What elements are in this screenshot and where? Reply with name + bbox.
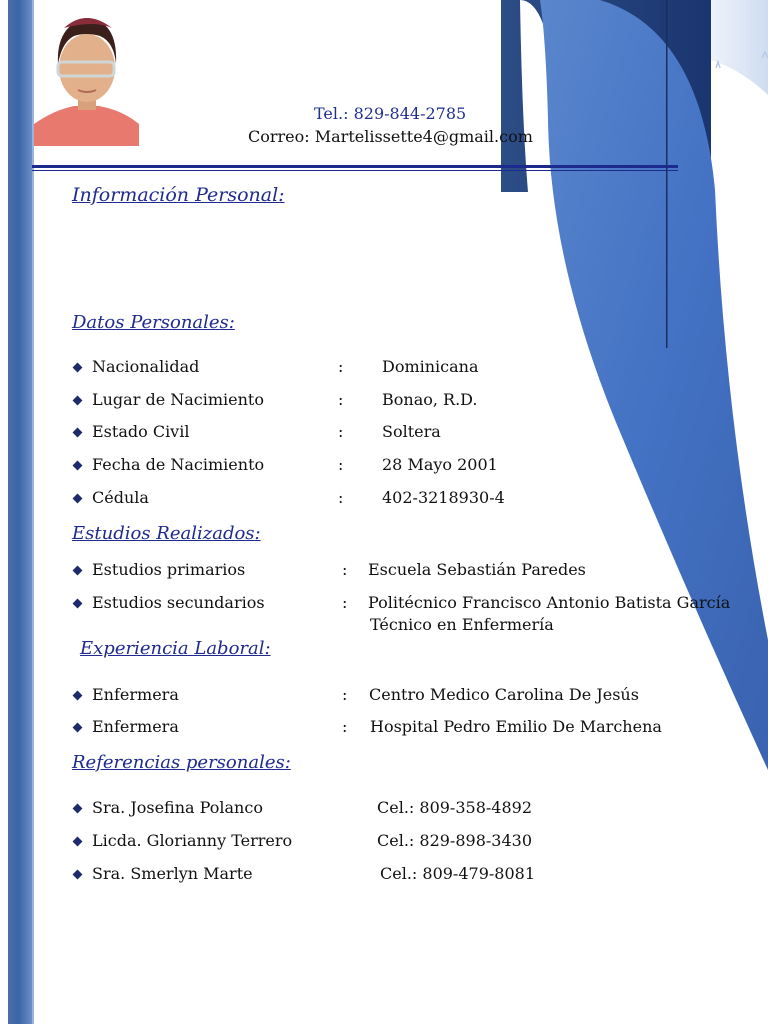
reference-name: Sra. Smerlyn Marte — [92, 864, 253, 883]
colon: : — [342, 560, 348, 579]
row-label: Estado Civil — [92, 422, 190, 441]
row-value: Hospital Pedro Emilio De Marchena — [370, 717, 662, 736]
colon: : — [338, 455, 344, 474]
row-value-secondary: Técnico en Enfermería — [370, 615, 554, 634]
colon: : — [338, 488, 344, 507]
colon: : — [338, 390, 344, 409]
row-label: Lugar de Nacimiento — [92, 390, 264, 409]
reference-phone: Cel.: 809-358-4892 — [377, 798, 532, 817]
reference-phone: Cel.: 829-898-3430 — [377, 831, 532, 850]
left-accent-bar — [8, 0, 32, 1024]
email-text: Correo: Martelissette4@gmail.com — [248, 127, 533, 146]
row-value: 402-3218930-4 — [382, 488, 505, 507]
row-value: Bonao, R.D. — [382, 390, 478, 409]
row-value: Soltera — [382, 422, 441, 441]
row-label: Enfermera — [92, 717, 179, 736]
row-value: Centro Medico Carolina De Jesús — [369, 685, 639, 704]
heading-studies: Estudios Realizados: — [72, 523, 261, 544]
row-value: Dominicana — [382, 357, 479, 376]
reference-name: Sra. Josefina Polanco — [92, 798, 263, 817]
row-label: Fecha de Nacimiento — [92, 455, 265, 474]
row-label: Cédula — [92, 488, 149, 507]
heading-personal-info: Información Personal: — [72, 184, 285, 206]
reference-phone: Cel.: 809-479-8081 — [380, 864, 535, 883]
colon: : — [338, 357, 344, 376]
colon: : — [338, 422, 344, 441]
reference-name: Licda. Glorianny Terrero — [92, 831, 293, 850]
left-accent-edge — [32, 0, 34, 1024]
colon: : — [342, 717, 348, 736]
colon: : — [342, 685, 348, 704]
row-label: Enfermera — [92, 685, 179, 704]
heading-personal-data: Datos Personales: — [72, 312, 235, 333]
colon: : — [342, 593, 348, 612]
header-rule-thin — [32, 170, 678, 171]
row-label: Estudios primarios — [92, 560, 246, 579]
row-label: Estudios secundarios — [92, 593, 265, 612]
row-label: Nacionalidad — [92, 357, 200, 376]
heading-references: Referencias personales: — [72, 752, 291, 773]
heading-experience: Experiencia Laboral: — [80, 638, 271, 659]
row-value: Politécnico Francisco Antonio Batista García — [368, 593, 731, 612]
phone-text: Tel.: 829-844-2785 — [314, 104, 467, 123]
header-rule — [32, 165, 678, 168]
profile-photo — [34, 6, 139, 146]
row-value: Escuela Sebastián Paredes — [368, 560, 586, 579]
row-value: 28 Mayo 2001 — [382, 455, 498, 474]
